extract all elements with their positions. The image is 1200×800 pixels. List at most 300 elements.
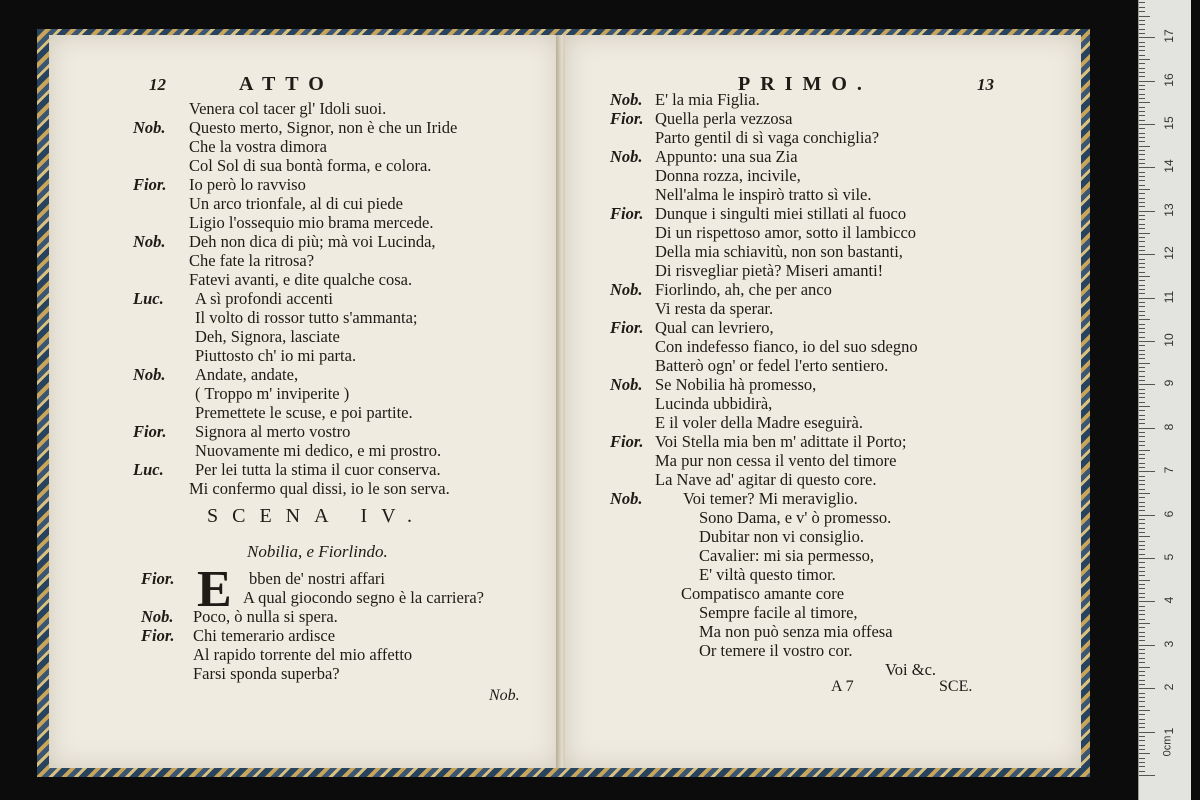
speaker-label: Fior.	[141, 626, 175, 645]
verse-line	[565, 166, 1081, 186]
verse-text: Il volto di rossor tutto s'ammanta;	[195, 308, 418, 327]
ruler-tick	[1139, 102, 1150, 103]
ruler-tick	[1139, 749, 1145, 750]
ruler-tick	[1139, 111, 1145, 112]
scene-persons: Nobilia, e Fiorlindo.	[247, 542, 388, 561]
verse-text: Or temere il vostro cor.	[699, 641, 853, 660]
verse-line	[49, 365, 559, 385]
verse-line	[49, 251, 559, 271]
verse-text: Nuovamente mi dedico, e mi prostro.	[195, 441, 442, 460]
verse-text: Deh non dica di più; mà voi Lucinda,	[189, 232, 436, 251]
ruler-tick	[1139, 389, 1145, 390]
verse-line	[565, 128, 1081, 148]
ruler-tick	[1139, 593, 1145, 594]
verse-text: Fiorlindo, ah, che per anco	[655, 280, 832, 299]
ruler-tick	[1139, 37, 1155, 38]
speaker-label: Nob.	[610, 147, 643, 166]
verse-text: Quella perla vezzosa	[655, 109, 793, 128]
ruler-tick	[1139, 467, 1145, 468]
verse-line	[565, 584, 1081, 604]
ruler-tick	[1139, 133, 1145, 134]
verse-line	[49, 569, 559, 589]
ruler-tick	[1139, 215, 1145, 216]
verse-text: Qual can levriero,	[655, 318, 774, 337]
ruler-tick	[1139, 337, 1145, 338]
verse-line	[49, 588, 559, 608]
verse-text: Con indefesso fianco, io del suo sdegno	[655, 337, 918, 356]
verse-line	[49, 479, 559, 499]
speaker-label: Nob.	[610, 90, 643, 109]
ruler-tick	[1139, 580, 1150, 581]
verse-line	[565, 242, 1081, 262]
verse-text: Che la vostra dimora	[189, 137, 327, 156]
ruler-tick	[1139, 7, 1145, 8]
ruler-tick	[1139, 458, 1145, 459]
verse-text: Questo merto, Signor, non è che un Iride	[189, 118, 458, 137]
verse-text: Cavalier: mi sia permesso,	[699, 546, 875, 565]
verse-line	[49, 289, 559, 309]
verse-line	[49, 270, 559, 290]
verse-line	[49, 175, 559, 195]
ruler-tick	[1139, 250, 1145, 251]
ruler-tick	[1139, 29, 1145, 30]
ruler-number: 11	[1162, 290, 1176, 303]
ruler-tick	[1139, 85, 1145, 86]
signature-mark: A 7	[831, 678, 854, 695]
ruler-tick	[1139, 20, 1145, 21]
ruler-tick	[1139, 627, 1145, 628]
ruler-tick	[1139, 493, 1150, 494]
ruler-tick	[1139, 441, 1145, 442]
ruler-tick	[1139, 701, 1145, 702]
verse-text: Un arco trionfale, al di cui piede	[189, 194, 403, 213]
verse-text: Donna rozza, incivile,	[655, 166, 801, 185]
ruler-tick	[1139, 497, 1145, 498]
ruler-tick	[1139, 298, 1155, 299]
verse-text: Appunto: una sua Zia	[655, 147, 798, 166]
verse-text: La Nave ad' agitar di questo core.	[655, 470, 877, 489]
verse-text: Vi resta da sperar.	[655, 299, 774, 318]
ruler-tick	[1139, 480, 1145, 481]
ruler-tick	[1139, 397, 1145, 398]
ruler-tick	[1139, 124, 1155, 125]
ruler-tick	[1139, 11, 1145, 12]
verse-text: Col Sol di sua bontà forma, e colora.	[189, 156, 432, 175]
verse-text: Andate, andate,	[195, 365, 299, 384]
ruler-tick	[1139, 76, 1145, 77]
ruler-number: 16	[1162, 72, 1176, 87]
ruler-tick	[1139, 740, 1145, 741]
ruler-number: 12	[1162, 246, 1176, 260]
ruler-tick	[1139, 723, 1145, 724]
verse-line	[565, 261, 1081, 281]
ruler-tick	[1139, 206, 1145, 207]
speaker-label: Nob.	[610, 280, 643, 299]
ruler-tick	[1139, 745, 1145, 746]
ruler-tick	[1139, 454, 1145, 455]
ruler-tick	[1139, 224, 1145, 225]
ruler-tick	[1139, 584, 1145, 585]
verse-text: E' viltà questo timor.	[699, 565, 836, 584]
speaker-label: Nob.	[133, 118, 166, 137]
ruler-number: 17	[1162, 29, 1176, 43]
verse-line	[49, 99, 559, 119]
ruler-tick	[1139, 736, 1145, 737]
ruler-tick	[1139, 471, 1155, 472]
ruler-number: 8	[1162, 423, 1176, 431]
verse-line	[49, 308, 559, 328]
scene-title: SCENA IV.	[207, 505, 426, 527]
verse-line	[49, 422, 559, 442]
ruler-tick	[1139, 293, 1145, 294]
ruler-tick	[1139, 328, 1145, 329]
ruler-tick	[1139, 484, 1145, 485]
speaker-label: Fior.	[610, 109, 644, 128]
verse-line	[565, 147, 1081, 167]
ruler-unit: 0cm	[1161, 735, 1174, 757]
ruler-tick	[1139, 445, 1145, 446]
ruler-tick	[1139, 263, 1145, 264]
verse-line	[565, 470, 1081, 490]
ruler-tick	[1139, 432, 1145, 433]
ruler-tick	[1139, 198, 1145, 199]
ruler-tick	[1139, 762, 1145, 763]
ruler-tick	[1139, 33, 1145, 34]
ruler-tick	[1139, 172, 1145, 173]
ruler-tick	[1139, 519, 1145, 520]
ruler-tick	[1139, 267, 1145, 268]
right-page-number: 13	[977, 75, 994, 94]
ruler-tick	[1139, 619, 1145, 620]
speaker-label: Nob.	[133, 232, 166, 251]
ruler-tick	[1139, 675, 1145, 676]
verse-text: Per lei tutta la stima il cuor conserva.	[195, 460, 441, 479]
verse-line	[49, 137, 559, 157]
ruler-tick	[1139, 159, 1145, 160]
verse-line	[565, 204, 1081, 224]
verse-line	[565, 280, 1081, 300]
verse-line	[565, 337, 1081, 357]
ruler-tick	[1139, 732, 1155, 733]
ruler-tick	[1139, 423, 1145, 424]
ruler-tick	[1139, 319, 1150, 320]
ruler-tick	[1139, 688, 1155, 689]
speaker-label: Nob.	[610, 375, 643, 394]
verse-text: bben de' nostri affari	[249, 569, 385, 588]
ruler-tick	[1139, 380, 1145, 381]
right-catchword: SCE.	[939, 678, 973, 695]
verse-line	[49, 664, 559, 684]
verse-line	[565, 356, 1081, 376]
verse-line	[565, 603, 1081, 623]
verse-text: Mi confermo qual dissi, io le son serva.	[189, 479, 450, 498]
ruler-tick	[1139, 72, 1145, 73]
ruler-tick	[1139, 306, 1145, 307]
verse-line	[565, 546, 1081, 566]
ruler-tick	[1139, 727, 1145, 728]
verse-line	[49, 403, 559, 423]
speaker-label: Luc.	[133, 460, 164, 479]
verse-text: Ma pur non cessa il vento del timore	[655, 451, 897, 470]
ruler-tick	[1139, 98, 1145, 99]
verse-text: E' la mia Figlia.	[655, 90, 760, 109]
ruler-tick	[1139, 2, 1145, 3]
ruler-tick	[1139, 163, 1145, 164]
speaker-label: Fior.	[133, 422, 167, 441]
verse-line	[49, 626, 559, 646]
ruler-number: 7	[1162, 466, 1176, 474]
ruler-tick	[1139, 94, 1145, 95]
ruler-tick	[1139, 766, 1145, 767]
ruler-tick	[1139, 706, 1145, 707]
ruler-tick	[1139, 24, 1145, 25]
ruler-tick	[1139, 710, 1150, 711]
ruler-tick	[1139, 562, 1145, 563]
verse-text: Deh, Signora, lasciate	[195, 327, 340, 346]
verse-line	[49, 213, 559, 233]
ruler-number: 6	[1162, 510, 1176, 517]
verse-text: Farsi sponda superba?	[193, 664, 340, 683]
ruler-tick	[1139, 662, 1145, 663]
ruler-tick	[1139, 588, 1145, 589]
ruler-tick	[1139, 50, 1145, 51]
verse-text: A qual giocondo segno è la carriera?	[243, 588, 484, 607]
verse-line	[565, 223, 1081, 243]
ruler-tick	[1139, 367, 1145, 368]
verse-line	[49, 194, 559, 214]
ruler-tick	[1139, 59, 1150, 60]
ruler-tick	[1139, 640, 1145, 641]
verse-line	[49, 118, 559, 138]
verse-text: Voi &c.	[885, 660, 937, 679]
ruler-tick	[1139, 697, 1145, 698]
verse-line	[49, 327, 559, 347]
verse-text: Signora al merto vostro	[195, 422, 351, 441]
verse-line	[565, 527, 1081, 547]
ruler-number: 9	[1162, 380, 1176, 387]
ruler-tick	[1139, 285, 1145, 286]
verse-text: Compatisco amante core	[681, 584, 845, 603]
ruler-tick	[1139, 667, 1150, 668]
verse-text: Poco, ò nulla si spera.	[193, 607, 338, 626]
ruler-tick	[1139, 649, 1145, 650]
verse-line	[565, 451, 1081, 471]
ruler-number: 14	[1162, 159, 1176, 174]
verse-line	[565, 432, 1081, 452]
ruler-tick	[1139, 671, 1145, 672]
ruler-number: 2	[1162, 683, 1176, 691]
ruler-tick	[1139, 510, 1145, 511]
ruler-number: 3	[1162, 640, 1176, 648]
verse-text: Ma non può senza mia offesa	[699, 622, 893, 641]
ruler-tick	[1139, 146, 1150, 147]
left-running-head	[49, 73, 559, 97]
speaker-label: Fior.	[141, 569, 175, 588]
speaker-label: Fior.	[133, 175, 167, 194]
ruler-tick	[1139, 753, 1150, 754]
verse-text: Sono Dama, e v' ò promesso.	[699, 508, 892, 527]
ruler-tick	[1139, 107, 1145, 108]
verse-line	[49, 232, 559, 252]
ruler-tick	[1139, 246, 1145, 247]
ruler-tick	[1139, 597, 1145, 598]
ruler-tick	[1139, 601, 1155, 602]
verse-line	[565, 375, 1081, 395]
verse-text: Io però lo ravviso	[189, 175, 306, 194]
ruler-tick	[1139, 419, 1145, 420]
verse-text: Fatevi avanti, e dite qualche cosa.	[189, 270, 413, 289]
ruler-tick	[1139, 363, 1150, 364]
ruler-tick	[1139, 402, 1145, 403]
ruler-tick	[1139, 237, 1145, 238]
verse-line	[565, 318, 1081, 338]
ruler-tick	[1139, 719, 1145, 720]
ruler-tick	[1139, 450, 1150, 451]
verse-text: Di un rispettoso amor, sotto il lambicco	[655, 223, 917, 242]
ruler-number: 1	[1162, 727, 1176, 734]
ruler-tick	[1139, 228, 1145, 229]
ruler-number: 4	[1162, 597, 1176, 604]
ruler-tick	[1139, 358, 1145, 359]
verse-text: Della mia schiavitù, non son bastanti,	[655, 242, 903, 261]
verse-text: Ligio l'ossequio mio brama mercede.	[189, 213, 434, 232]
ruler-tick	[1139, 554, 1145, 555]
book-binding	[37, 29, 1090, 777]
verse-line	[49, 346, 559, 366]
ruler-tick	[1139, 63, 1145, 64]
verse-text: ( Troppo m' inviperite )	[195, 384, 350, 403]
ruler-tick	[1139, 632, 1145, 633]
ruler-tick	[1139, 680, 1145, 681]
verse-text: Nell'alma le inspirò tratto sì vile.	[655, 185, 872, 204]
ruler-tick	[1139, 532, 1145, 533]
verse-line	[565, 489, 1081, 509]
verse-text: Parto gentil di sì vaga conchiglia?	[655, 128, 880, 147]
speaker-label: Nob.	[610, 489, 643, 508]
verse-text: Batterò ogn' or fedel l'erto sentiero.	[655, 356, 889, 375]
verse-line	[565, 508, 1081, 528]
verse-line	[49, 384, 559, 404]
ruler-tick	[1139, 771, 1145, 772]
ruler-tick	[1139, 272, 1145, 273]
ruler-tick	[1139, 515, 1155, 516]
ruler-tick	[1139, 176, 1145, 177]
verse-text: Venera col tacer gl' Idoli suoi.	[189, 99, 387, 118]
right-page	[564, 35, 1081, 768]
verse-line	[565, 622, 1081, 642]
ruler-tick	[1139, 684, 1145, 685]
ruler-tick	[1139, 332, 1145, 333]
ruler-tick	[1139, 341, 1155, 342]
ruler-tick	[1139, 502, 1145, 503]
ruler-tick	[1139, 189, 1150, 190]
verse-text: Lucinda ubbidirà,	[655, 394, 773, 413]
ruler-tick	[1139, 536, 1150, 537]
ruler-tick	[1139, 775, 1155, 776]
ruler-tick	[1139, 345, 1145, 346]
verse-line	[49, 441, 559, 461]
ruler-tick	[1139, 636, 1145, 637]
verse-text: E il voler della Madre eseguirà.	[655, 413, 863, 432]
ruler-tick	[1139, 758, 1145, 759]
ruler-tick	[1139, 476, 1145, 477]
ruler-tick	[1139, 289, 1145, 290]
ruler-tick	[1139, 350, 1145, 351]
ruler-tick	[1139, 302, 1145, 303]
ruler-tick	[1139, 280, 1145, 281]
ruler-tick	[1139, 371, 1145, 372]
ruler-tick	[1139, 693, 1145, 694]
ruler-tick	[1139, 393, 1145, 394]
ruler-tick	[1139, 315, 1145, 316]
speaker-label: Fior.	[610, 318, 644, 337]
speaker-label: Luc.	[133, 289, 164, 308]
verse-line	[49, 460, 559, 480]
verse-text: A sì profondi accenti	[195, 289, 333, 308]
verse-text: Premettete le scuse, e poi partite.	[195, 403, 413, 422]
ruler-tick	[1139, 167, 1155, 168]
ruler-tick	[1139, 185, 1145, 186]
ruler-tick	[1139, 324, 1145, 325]
verse-line	[565, 660, 1081, 680]
ruler-tick	[1139, 120, 1145, 121]
ruler-tick	[1139, 436, 1145, 437]
drop-cap: E	[197, 561, 232, 618]
verse-line	[565, 299, 1081, 319]
ruler-tick	[1139, 233, 1150, 234]
ruler-tick	[1139, 115, 1145, 116]
ruler-tick	[1139, 463, 1145, 464]
ruler-tick	[1139, 428, 1155, 429]
verse-text: Dubitar non vi consiglio.	[699, 527, 864, 546]
ruler-tick	[1139, 384, 1155, 385]
ruler-tick	[1139, 68, 1145, 69]
speaker-label: Nob.	[133, 365, 166, 384]
ruler-tick	[1139, 180, 1145, 181]
ruler-tick	[1139, 376, 1145, 377]
ruler-tick	[1139, 406, 1150, 407]
ruler-number: 15	[1162, 116, 1176, 130]
ruler-tick	[1139, 714, 1145, 715]
ruler-tick	[1139, 645, 1155, 646]
ruler-tick	[1139, 211, 1155, 212]
ruler-tick	[1139, 16, 1150, 17]
verse-line	[565, 413, 1081, 433]
left-page-number: 12	[149, 75, 166, 94]
verse-text: Piuttosto ch' io mi parta.	[195, 346, 357, 365]
ruler-tick	[1139, 528, 1145, 529]
verse-line	[49, 645, 559, 665]
ruler-tick	[1139, 55, 1145, 56]
right-head-title: PRIMO.	[738, 73, 872, 95]
ruler-tick	[1139, 653, 1145, 654]
verse-line	[565, 185, 1081, 205]
verse-text: Sempre facile al timore,	[699, 603, 858, 622]
verse-text: Di risvegliar pietà? Miseri amanti!	[655, 261, 884, 280]
measuring-ruler	[1138, 0, 1191, 800]
ruler-tick	[1139, 614, 1145, 615]
verse-text: Che fate la ritrosa?	[189, 251, 315, 270]
ruler-tick	[1139, 42, 1145, 43]
verse-text: Al rapido torrente del mio affetto	[193, 645, 413, 664]
left-page	[49, 35, 560, 768]
ruler-tick	[1139, 150, 1145, 151]
verse-line	[565, 109, 1081, 129]
ruler-tick	[1139, 354, 1145, 355]
ruler-tick	[1139, 610, 1145, 611]
speaker-label: Fior.	[610, 432, 644, 451]
ruler-tick	[1139, 128, 1145, 129]
